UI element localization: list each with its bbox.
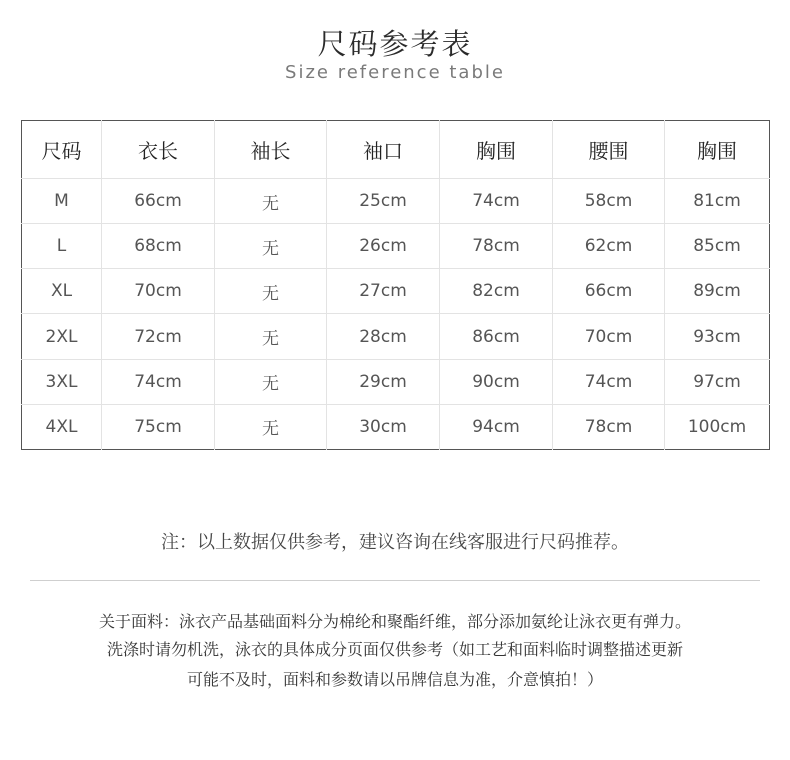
table-cell: 无 [215,404,327,449]
header-chest-2: 胸围 [665,121,770,179]
page-subtitle: Size reference table [285,62,505,83]
table-cell: 28cm [327,314,440,359]
table-cell: 74cm [440,179,553,224]
table-cell: 30cm [327,404,440,449]
header-size: 尺码 [22,121,102,179]
table-row [22,179,770,224]
table-cell: 25cm [327,179,440,224]
header-sleeve-length: 袖长 [215,121,327,179]
header-chest: 胸围 [440,121,553,179]
fabric-description-line-2: 洗涤时请勿机洗，泳衣的具体成分页面仅供参考（如工艺和面料临时调整描述更新 [106,640,683,659]
table-cell: 74cm [553,359,665,404]
table-cell: 无 [215,359,327,404]
table-cell: 2XL [22,314,102,359]
table-row [22,404,770,449]
header-waist: 腰围 [553,121,665,179]
size-reference-table [21,120,770,450]
table-cell: 无 [215,314,327,359]
table-cell: L [22,224,102,269]
table-cell: 81cm [665,179,770,224]
table-cell: 94cm [440,404,553,449]
table-row [22,224,770,269]
table-cell: 26cm [327,224,440,269]
table-cell: 89cm [665,269,770,314]
table-cell: 无 [215,179,327,224]
table-cell: XL [22,269,102,314]
table-row [22,314,770,359]
page-title: 尺码参考表 [317,27,473,61]
table-cell: 78cm [553,404,665,449]
table-cell: 86cm [440,314,553,359]
header-length: 衣长 [102,121,215,179]
table-cell: 27cm [327,269,440,314]
table-cell: 72cm [102,314,215,359]
table-cell: 58cm [553,179,665,224]
table-cell: 70cm [553,314,665,359]
table-cell: 85cm [665,224,770,269]
table-cell: 无 [215,224,327,269]
size-note: 注：以上数据仅供参考，建议咨询在线客服进行尺码推荐。 [161,532,629,553]
header-cuff: 袖口 [327,121,440,179]
table-cell: 75cm [102,404,215,449]
table-cell: 66cm [102,179,215,224]
table-cell: 无 [215,269,327,314]
table-header-row [22,121,770,179]
fabric-description-line-3: 可能不及时，面料和参数请以吊牌信息为准，介意慎拍！） [186,670,603,689]
table-cell: 66cm [553,269,665,314]
table-cell: 70cm [102,269,215,314]
table-cell: 97cm [665,359,770,404]
table-row [22,359,770,404]
table-cell: 82cm [440,269,553,314]
table-cell: 78cm [440,224,553,269]
table-cell: 29cm [327,359,440,404]
table-cell: 74cm [102,359,215,404]
table-row [22,269,770,314]
table-cell: 68cm [102,224,215,269]
table-cell: 62cm [553,224,665,269]
table-cell: 100cm [665,404,770,449]
table-cell: 3XL [22,359,102,404]
table-cell: 90cm [440,359,553,404]
fabric-description-line-1: 关于面料：泳衣产品基础面料分为棉纶和聚酯纤维，部分添加氨纶让泳衣更有弹力。 [98,612,691,631]
table-cell: 93cm [665,314,770,359]
table-cell: 4XL [45,416,78,437]
section-divider [30,580,760,581]
table-cell: M [22,179,102,224]
